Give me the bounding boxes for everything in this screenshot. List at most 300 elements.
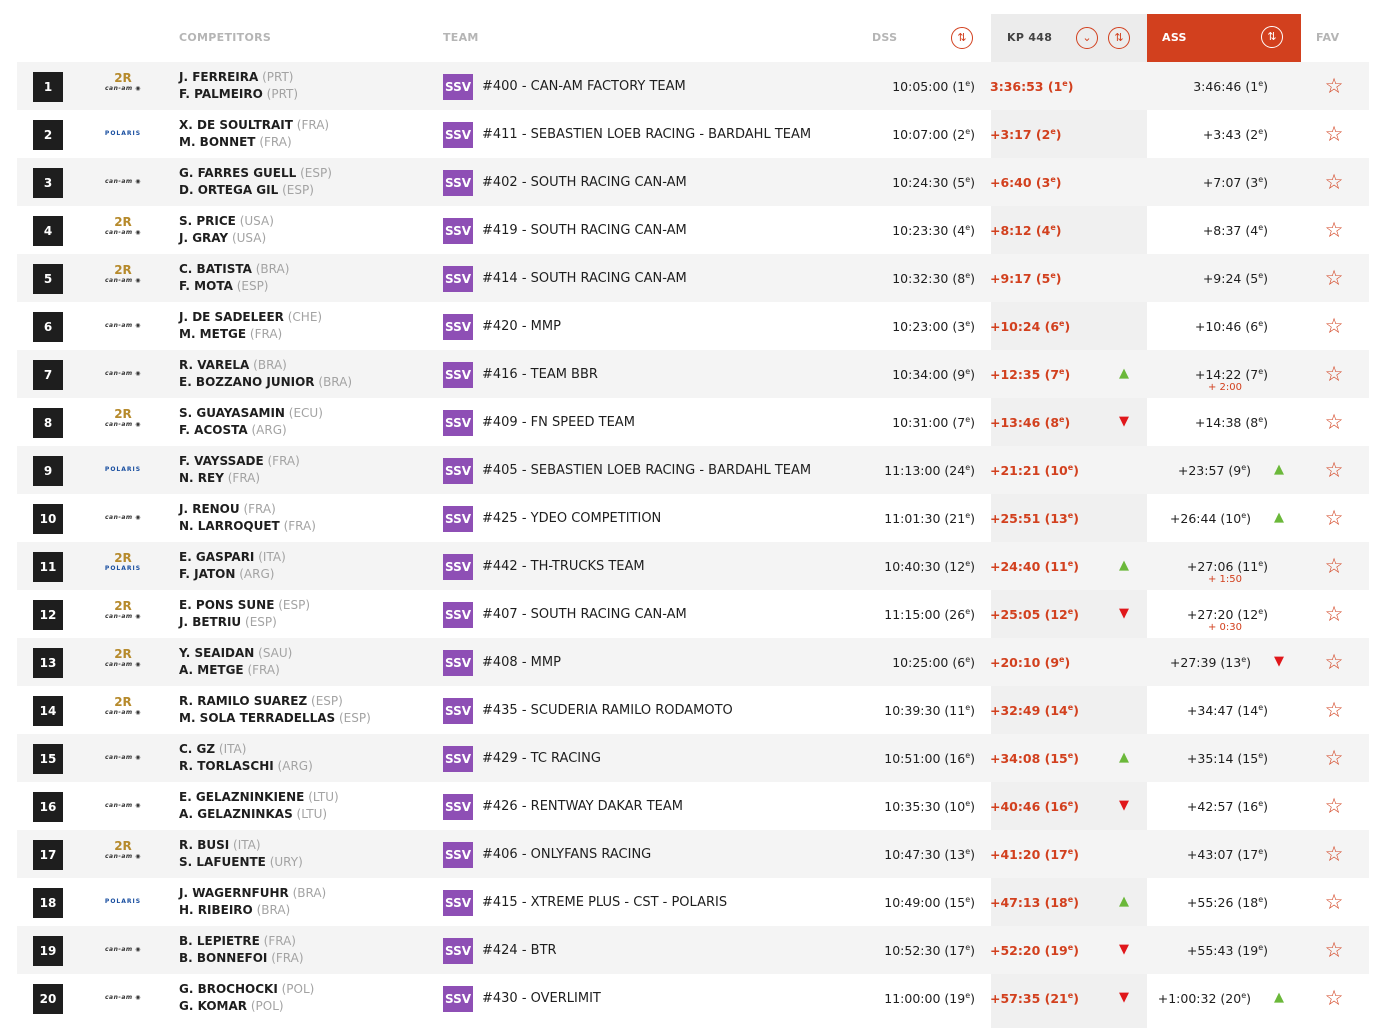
ass-time-position: 20	[1225, 991, 1242, 1007]
rank-badge: 19	[33, 936, 63, 966]
ass-time: 3:46:46 (1e)	[1193, 79, 1268, 95]
kp-time-time: +13:46	[990, 415, 1041, 431]
team-name: #408 - MMP	[482, 655, 561, 670]
ssv-category-badge: SSV	[443, 410, 473, 436]
polaris-logo: POLARIS	[104, 466, 142, 473]
rank-badge: 5	[33, 264, 63, 294]
canam-logo: can-am ◉	[105, 514, 141, 521]
ssv-category-badge: SSV	[443, 794, 473, 820]
dss-time-ordinal-suffix: e	[965, 703, 971, 712]
kp-time-time: +40:46	[990, 799, 1041, 815]
dss-time: 10:31:00 (7e)	[892, 415, 975, 431]
codriver-name-text: D. ORTEGA GIL	[179, 183, 279, 197]
nationality: (FRA)	[247, 663, 280, 677]
canam-logo: can-am ◉	[105, 229, 141, 236]
rank-badge: 11	[33, 552, 63, 582]
nationality: (ITA)	[218, 742, 247, 756]
ssv-category-badge: SSV	[443, 458, 473, 484]
dss-time: 11:13:00 (24e)	[884, 463, 975, 479]
rank-badge: 3	[33, 168, 63, 198]
dss-time: 10:47:30 (13e)	[884, 847, 975, 863]
kp-time-ordinal-suffix: e	[1059, 655, 1065, 664]
driver-name-text: R. BUSI	[179, 838, 230, 852]
manufacturer-logo	[89, 71, 157, 101]
ass-time: +35:14 (15e)	[1186, 751, 1268, 767]
favorite-star-icon[interactable]: ☆	[1324, 458, 1344, 482]
dss-time-time: 10:51:00	[884, 751, 941, 767]
nationality: (ESP)	[282, 183, 314, 197]
codriver-name	[179, 375, 352, 389]
dss-time-ordinal-suffix: e	[965, 271, 971, 280]
ass-time-ordinal-suffix: e	[1241, 463, 1247, 472]
kp-time-position: 17	[1050, 847, 1068, 863]
dss-time-position: 3	[957, 319, 966, 335]
kp-time-time: +41:20	[990, 847, 1041, 863]
nationality: (ESP)	[300, 166, 332, 180]
kp-time-ordinal-suffix: e	[1067, 943, 1074, 952]
codriver-name	[179, 807, 327, 821]
ass-time-ordinal-suffix: e	[1258, 415, 1264, 424]
codriver-name-text: F. ACOSTA	[179, 423, 248, 437]
kp-time: +34:08 (15e)	[990, 751, 1079, 767]
driver-name	[179, 262, 289, 276]
dss-time-ordinal-suffix: e	[965, 895, 971, 904]
codriver-name	[179, 423, 287, 437]
ass-time-ordinal-suffix: e	[1258, 607, 1264, 616]
nationality: (USA)	[239, 214, 274, 228]
nationality: (ARG)	[251, 423, 287, 437]
nationality: (ITA)	[258, 550, 286, 564]
canam-logo: can-am ◉	[105, 421, 141, 428]
kp-time-position: 11	[1050, 559, 1068, 575]
ass-time: +26:44 (10e)	[1169, 511, 1251, 527]
canam-logo: can-am ◉	[105, 613, 141, 620]
kp-time-time: +47:13	[990, 895, 1041, 911]
ass-sort-icon[interactable]: ⇅	[1261, 26, 1283, 48]
dss-time-time: 10:34:00	[892, 367, 949, 383]
table-row	[17, 446, 1369, 494]
dss-time-position: 24	[949, 463, 966, 479]
kp-time: +25:05 (12e)	[990, 607, 1079, 623]
table-row	[17, 158, 1369, 206]
ass-time-position: 3	[1250, 175, 1259, 191]
nationality: (USA)	[231, 231, 267, 245]
favorite-star-icon[interactable]: ☆	[1324, 746, 1344, 770]
ass-time: +42:57 (16e)	[1186, 799, 1268, 815]
table-row	[17, 494, 1369, 542]
kp-time-ordinal-suffix: e	[1067, 895, 1074, 904]
canam-logo: can-am ◉	[105, 661, 141, 668]
favorite-star-icon[interactable]: ☆	[1324, 986, 1344, 1010]
dss-sort-icon[interactable]: ⇅	[951, 27, 973, 49]
driver-name-text: G. FARRES GUELL	[179, 166, 297, 180]
dss-time-time: 10:47:30	[884, 847, 941, 863]
kp-dropdown-chevron-icon[interactable]: ⌄	[1076, 27, 1098, 49]
polaris-logo: POLARIS	[104, 130, 142, 137]
team-name: #414 - SOUTH RACING CAN-AM	[482, 271, 687, 286]
canam-logo: can-am ◉	[105, 802, 141, 809]
dss-time-ordinal-suffix: e	[965, 223, 971, 232]
dss-time-time: 10:24:30	[892, 175, 949, 191]
ssv-category-badge: SSV	[443, 890, 473, 916]
nationality: (ARG)	[277, 759, 313, 773]
rank-badge: 1	[33, 72, 63, 102]
dss-time-time: 10:05:00	[892, 79, 949, 95]
two-r-logo: 2R	[114, 215, 132, 229]
driver-name-text: J. WAGERNFUHR	[179, 886, 289, 900]
favorite-star-icon[interactable]: ☆	[1324, 842, 1344, 866]
manufacturer-logo	[89, 215, 157, 245]
kp-time: +12:35 (7e)	[990, 367, 1071, 383]
favorite-star-icon[interactable]: ☆	[1324, 218, 1344, 242]
nationality: (FRA)	[227, 471, 261, 485]
dss-time-time: 10:32:30	[892, 271, 949, 287]
driver-name-text: G. BROCHOCKI	[179, 982, 278, 996]
two-r-logo: 2R	[114, 263, 132, 277]
manufacturer-logo	[89, 695, 157, 725]
kp-time: +32:49 (14e)	[990, 703, 1079, 719]
dss-time-ordinal-suffix: e	[965, 319, 971, 328]
header-fav: FAV	[1316, 31, 1340, 44]
team-name: #429 - TC RACING	[482, 751, 601, 766]
dss-time-ordinal-suffix: e	[965, 847, 971, 856]
dss-time-time: 10:39:30	[884, 703, 941, 719]
ass-time-ordinal-suffix: e	[1241, 511, 1247, 520]
ssv-category-badge: SSV	[443, 938, 473, 964]
table-row	[17, 62, 1369, 110]
nationality: (BRA)	[253, 358, 287, 372]
kp-time-time: +9:17	[990, 271, 1032, 287]
time-penalty: + 0:30	[1207, 622, 1242, 633]
ssv-category-badge: SSV	[443, 650, 473, 676]
manufacturer-logo	[89, 935, 157, 965]
header-competitors: COMPETITORS	[179, 31, 272, 44]
dss-time: 10:23:30 (4e)	[892, 223, 975, 239]
driver-name	[179, 646, 292, 660]
kp-time: +10:24 (6e)	[990, 319, 1071, 335]
nationality: (BRA)	[255, 262, 290, 276]
kp-time-position: 4	[1041, 223, 1051, 239]
dss-time-time: 10:23:00	[892, 319, 949, 335]
ass-time-ordinal-suffix: e	[1258, 751, 1264, 760]
table-row	[17, 350, 1369, 398]
nationality: (BRA)	[256, 903, 291, 917]
driver-name	[179, 886, 326, 900]
nationality: (ECU)	[288, 406, 323, 420]
favorite-star-icon[interactable]: ☆	[1324, 362, 1344, 386]
ass-time-time: +55:26	[1186, 895, 1234, 911]
dss-time-position: 26	[949, 607, 966, 623]
driver-name-text: J. RENOU	[179, 502, 240, 516]
nationality: (FRA)	[249, 327, 283, 341]
kp-time-position: 19	[1050, 943, 1068, 959]
favorite-star-icon[interactable]: ☆	[1324, 698, 1344, 722]
kp-time: 3:36:53 (1e)	[990, 79, 1074, 95]
ass-time-time: +27:06	[1186, 559, 1234, 575]
favorite-star-icon[interactable]: ☆	[1324, 602, 1344, 626]
dss-time-time: 10:40:30	[884, 559, 941, 575]
table-row	[17, 590, 1369, 638]
trend-up-icon: ▲	[1119, 894, 1129, 909]
kp-time-position: 7	[1050, 367, 1060, 383]
ssv-category-badge: SSV	[443, 122, 473, 148]
team-name: #411 - SEBASTIEN LOEB RACING - BARDAHL TEAM	[482, 127, 812, 142]
driver-name-text: X. DE SOULTRAIT	[179, 118, 293, 132]
dss-time: 11:00:00 (19e)	[884, 991, 975, 1007]
codriver-name-text: R. TORLASCHI	[179, 759, 274, 773]
kp-time: +40:46 (16e)	[990, 799, 1079, 815]
driver-name	[179, 934, 296, 948]
codriver-name-text: M. BONNET	[179, 135, 256, 149]
rank-badge: 17	[33, 840, 63, 870]
ass-time: +55:26 (18e)	[1186, 895, 1268, 911]
ass-time-time: +26:44	[1169, 511, 1217, 527]
ass-time: +43:07 (17e)	[1186, 847, 1268, 863]
dss-time: 10:32:30 (8e)	[892, 271, 975, 287]
manufacturer-logo	[89, 503, 157, 533]
driver-name-text: R. VARELA	[179, 358, 250, 372]
favorite-star-icon[interactable]: ☆	[1324, 794, 1344, 818]
codriver-name-text: A. GELAZNINKAS	[179, 807, 293, 821]
table-row	[17, 206, 1369, 254]
favorite-star-icon[interactable]: ☆	[1324, 314, 1344, 338]
ass-time-ordinal-suffix: e	[1258, 943, 1264, 952]
kp-time: +13:46 (8e)	[990, 415, 1071, 431]
rank-badge: 4	[33, 216, 63, 246]
codriver-name-text: H. RIBEIRO	[179, 903, 253, 917]
kp-time: +41:20 (17e)	[990, 847, 1079, 863]
nationality: (PRT)	[266, 87, 299, 101]
rank-badge: 14	[33, 696, 63, 726]
ass-time-position: 9	[1233, 463, 1242, 479]
manufacturer-logo	[89, 311, 157, 341]
team-name: #415 - XTREME PLUS - CST - POLARIS	[482, 895, 728, 910]
ass-time: +10:46 (6e)	[1194, 319, 1268, 335]
kp-time-ordinal-suffix: e	[1067, 751, 1074, 760]
favorite-star-icon[interactable]: ☆	[1324, 890, 1344, 914]
kp-time-time: +12:35	[990, 367, 1041, 383]
ass-time-ordinal-suffix: e	[1258, 319, 1264, 328]
driver-name	[179, 982, 314, 996]
nationality: (ESP)	[278, 598, 311, 612]
driver-name	[179, 790, 339, 804]
team-name: #435 - SCUDERIA RAMILO RODAMOTO	[482, 703, 733, 718]
manufacturer-logo	[89, 167, 157, 197]
favorite-star-icon[interactable]: ☆	[1324, 554, 1344, 578]
ass-time: +34:47 (14e)	[1186, 703, 1268, 719]
ass-time-time: 3:46:46	[1193, 79, 1242, 95]
favorite-star-icon[interactable]: ☆	[1324, 650, 1344, 674]
driver-name	[179, 70, 294, 84]
two-r-logo: 2R	[114, 407, 132, 421]
table-row	[17, 974, 1369, 1022]
ass-time-position: 19	[1242, 943, 1259, 959]
ass-time-time: +35:14	[1186, 751, 1234, 767]
ass-time-ordinal-suffix: e	[1258, 847, 1264, 856]
nationality: (FRA)	[283, 519, 316, 533]
favorite-star-icon[interactable]: ☆	[1324, 506, 1344, 530]
trend-down-icon: ▼	[1119, 606, 1129, 621]
header-kp: KP 448	[1007, 31, 1053, 44]
driver-name-text: B. LEPIETRE	[179, 934, 260, 948]
codriver-name-text: J. BETRIU	[179, 615, 242, 629]
kp-time-ordinal-suffix: e	[1067, 703, 1074, 712]
nationality: (BRA)	[292, 886, 327, 900]
driver-name-text: C. BATISTA	[179, 262, 252, 276]
dss-time: 10:07:00 (2e)	[892, 127, 975, 143]
dss-time-ordinal-suffix: e	[965, 607, 971, 616]
manufacturer-logo	[89, 359, 157, 389]
driver-name	[179, 118, 329, 132]
ass-time-position: 17	[1242, 847, 1259, 863]
dss-time-position: 4	[957, 223, 966, 239]
trend-up-icon: ▲	[1274, 990, 1284, 1005]
kp-time-position: 21	[1050, 991, 1068, 1007]
ass-time-position: 15	[1242, 751, 1259, 767]
trend-up-icon: ▲	[1119, 366, 1129, 381]
kp-time: +52:20 (19e)	[990, 943, 1079, 959]
team-name: #416 - TEAM BBR	[482, 367, 598, 382]
polaris-logo: POLARIS	[104, 898, 142, 905]
codriver-name	[179, 855, 303, 869]
ass-time-time: +27:20	[1186, 607, 1234, 623]
manufacturer-logo	[89, 839, 157, 869]
ass-time-ordinal-suffix: e	[1241, 655, 1247, 664]
manufacturer-logo	[89, 647, 157, 677]
canam-logo: can-am ◉	[105, 277, 141, 284]
nationality: (ESP)	[339, 711, 371, 725]
canam-logo: can-am ◉	[105, 370, 141, 377]
kp-time-position: 8	[1050, 415, 1060, 431]
rank-badge: 10	[33, 504, 63, 534]
dss-time-time: 11:13:00	[884, 463, 941, 479]
kp-time: +6:40 (3e)	[990, 175, 1062, 191]
favorite-star-icon[interactable]: ☆	[1324, 410, 1344, 434]
driver-name	[179, 838, 261, 852]
dss-time-position: 10	[949, 799, 966, 815]
favorite-star-icon[interactable]: ☆	[1324, 74, 1344, 98]
ssv-category-badge: SSV	[443, 746, 473, 772]
ssv-category-badge: SSV	[443, 554, 473, 580]
driver-name	[179, 694, 343, 708]
time-penalty: + 2:00	[1207, 382, 1242, 393]
dss-time: 10:49:00 (15e)	[884, 895, 975, 911]
nationality: (ESP)	[311, 694, 343, 708]
dss-time-ordinal-suffix: e	[965, 655, 971, 664]
ass-time-position: 5	[1250, 271, 1259, 287]
codriver-name-text: A. METGE	[179, 663, 244, 677]
favorite-star-icon[interactable]: ☆	[1324, 170, 1344, 194]
nationality: (SAU)	[258, 646, 293, 660]
ass-time: +27:39 (13e)	[1169, 655, 1251, 671]
driver-name	[179, 214, 274, 228]
polaris-logo: POLARIS	[104, 565, 142, 572]
kp-time-time: +8:12	[990, 223, 1032, 239]
manufacturer-logo	[89, 983, 157, 1013]
codriver-name-text: E. BOZZANO JUNIOR	[179, 375, 315, 389]
ass-time: +3:43 (2e)	[1202, 127, 1268, 143]
dss-time-position: 2	[957, 127, 966, 143]
driver-name-text: E. GASPARI	[179, 550, 255, 564]
ass-time: +8:37 (4e)	[1202, 223, 1268, 239]
driver-name-text: J. FERREIRA	[179, 70, 259, 84]
team-name: #405 - SEBASTIEN LOEB RACING - BARDAHL TEAM	[482, 463, 812, 478]
dss-time: 10:23:00 (3e)	[892, 319, 975, 335]
kp-time: +25:51 (13e)	[990, 511, 1079, 527]
codriver-name-text: S. LAFUENTE	[179, 855, 266, 869]
kp-sort-icon[interactable]: ⇅	[1108, 27, 1130, 49]
driver-name-text: E. PONS SUNE	[179, 598, 275, 612]
canam-logo: can-am ◉	[105, 853, 141, 860]
driver-name-text: J. DE SADELEER	[179, 310, 284, 324]
nationality: (FRA)	[296, 118, 330, 132]
codriver-name-text: M. METGE	[179, 327, 247, 341]
driver-name	[179, 502, 276, 516]
kp-time: +9:17 (5e)	[990, 271, 1062, 287]
kp-time-time: +21:21	[990, 463, 1041, 479]
table-row	[17, 686, 1369, 734]
nationality: (PRT)	[262, 70, 294, 84]
canam-logo: can-am ◉	[105, 709, 141, 716]
codriver-name-text: M. SOLA TERRADELLAS	[179, 711, 336, 725]
ass-time-position: 4	[1250, 223, 1259, 239]
nationality: (FRA)	[259, 135, 292, 149]
codriver-name-text: N. REY	[179, 471, 224, 485]
trend-up-icon: ▲	[1274, 462, 1284, 477]
favorite-star-icon[interactable]: ☆	[1324, 122, 1344, 146]
kp-time-position: 14	[1050, 703, 1068, 719]
kp-time-ordinal-suffix: e	[1067, 607, 1074, 616]
dss-time-position: 16	[949, 751, 966, 767]
manufacturer-logo	[89, 455, 157, 485]
codriver-name-text: N. LARROQUET	[179, 519, 280, 533]
manufacturer-logo	[89, 263, 157, 293]
ssv-category-badge: SSV	[443, 986, 473, 1012]
rank-badge: 7	[33, 360, 63, 390]
rank-badge: 15	[33, 744, 63, 774]
ass-time: +7:07 (3e)	[1202, 175, 1268, 191]
ass-time-ordinal-suffix: e	[1258, 559, 1264, 568]
manufacturer-logo	[89, 551, 157, 581]
dss-time-ordinal-suffix: e	[965, 799, 971, 808]
ass-time-position: 12	[1242, 607, 1259, 623]
canam-logo: can-am ◉	[105, 322, 141, 329]
dss-time: 10:35:30 (10e)	[884, 799, 975, 815]
driver-name	[179, 358, 287, 372]
ass-time: +27:06 (11e)	[1186, 559, 1268, 575]
dss-time-ordinal-suffix: e	[965, 127, 971, 136]
favorite-star-icon[interactable]: ☆	[1324, 938, 1344, 962]
codriver-name-text: F. MOTA	[179, 279, 233, 293]
team-name: #426 - RENTWAY DAKAR TEAM	[482, 799, 683, 814]
kp-time-time: +25:51	[990, 511, 1041, 527]
team-name: #424 - BTR	[482, 943, 557, 958]
ass-time-time: +42:57	[1186, 799, 1234, 815]
favorite-star-icon[interactable]: ☆	[1324, 266, 1344, 290]
manufacturer-logo	[89, 743, 157, 773]
ssv-category-badge: SSV	[443, 314, 473, 340]
kp-time-ordinal-suffix: e	[1059, 319, 1065, 328]
kp-time-time: +52:20	[990, 943, 1041, 959]
driver-name-text: F. VAYSSADE	[179, 454, 264, 468]
codriver-name	[179, 471, 260, 485]
dss-time-ordinal-suffix: e	[965, 463, 971, 472]
manufacturer-logo	[89, 599, 157, 629]
rank-badge: 9	[33, 456, 63, 486]
manufacturer-logo	[89, 407, 157, 437]
dss-time: 11:01:30 (21e)	[884, 511, 975, 527]
codriver-name	[179, 567, 274, 581]
